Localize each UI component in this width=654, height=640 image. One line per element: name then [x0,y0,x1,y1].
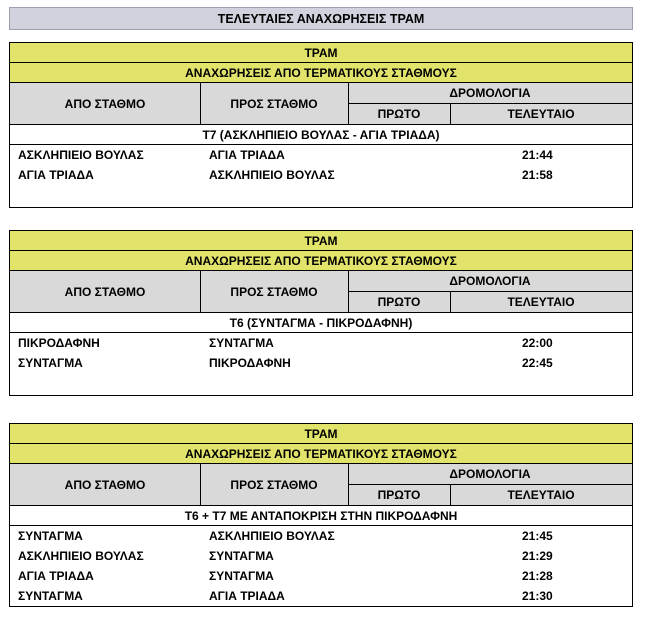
col-to: ΠΡΟΣ ΣΤΑΘΜΟ [200,271,349,312]
last-cell: 21:28 [522,569,553,583]
last-cell: 21:44 [522,148,553,162]
table-row [10,165,632,185]
column-headers [10,464,632,506]
table-row [10,145,632,165]
from-cell: ΣΥΝΤΑΓΜΑ [18,356,83,370]
from-cell: ΑΓΙΑ ΤΡΙΑΔΑ [18,168,94,182]
table-row [10,546,632,566]
table-header: ΤΡΑΜ [10,424,632,444]
schedule-table [9,230,633,396]
to-cell: ΣΥΝΤΑΓΜΑ [209,549,274,563]
col-first: ΠΡΩΤΟ [348,104,451,124]
to-cell: ΑΣΚΛΗΠΙΕΙΟ ΒΟΥΛΑΣ [209,168,335,182]
table-subheader: ΑΝΑΧΩΡΗΣΕΙΣ ΑΠΟ ΤΕΡΜΑΤΙΚΟΥΣ ΣΤΑΘΜΟΥΣ [10,444,632,464]
table-header: ΤΡΑΜ [10,231,632,251]
from-cell: ΣΥΝΤΑΓΜΑ [18,589,83,603]
col-from: ΑΠΟ ΣΤΑΘΜΟ [10,271,201,312]
to-cell: ΣΥΝΤΑΓΜΑ [209,569,274,583]
table-row [10,566,632,586]
col-to: ΠΡΟΣ ΣΤΑΘΜΟ [200,83,349,124]
table-row [10,333,632,353]
col-from: ΑΠΟ ΣΤΑΘΜΟ [10,464,201,505]
schedule-table [9,42,633,208]
last-cell: 21:30 [522,589,553,603]
last-cell: 22:45 [522,356,553,370]
from-cell: ΠΙΚΡΟΔΑΦΝΗ [18,336,100,350]
from-cell: ΑΓΙΑ ΤΡΙΑΔΑ [18,569,94,583]
col-last: ΤΕΛΕΥΤΑΙΟ [507,488,575,502]
from-cell: ΑΣΚΛΗΠΙΕΙΟ ΒΟΥΛΑΣ [18,549,144,563]
route-label: Τ6 + Τ7 ΜΕ ΑΝΤΑΠΟΚΡΙΣΗ ΣΤΗΝ ΠΙΚΡΟΔΑΦΝΗ [10,506,632,526]
col-first: ΠΡΩΤΟ [348,485,451,505]
to-cell: ΑΓΙΑ ΤΡΙΑΔΑ [209,589,285,603]
col-from: ΑΠΟ ΣΤΑΘΜΟ [10,83,201,124]
to-cell: ΑΣΚΛΗΠΙΕΙΟ ΒΟΥΛΑΣ [209,529,335,543]
to-cell: ΑΓΙΑ ΤΡΙΑΔΑ [209,148,285,162]
table-row [10,353,632,373]
col-to: ΠΡΟΣ ΣΤΑΘΜΟ [200,464,349,505]
table-row [10,526,632,546]
last-cell: 21:58 [522,168,553,182]
table-subheader: ΑΝΑΧΩΡΗΣΕΙΣ ΑΠΟ ΤΕΡΜΑΤΙΚΟΥΣ ΣΤΑΘΜΟΥΣ [10,251,632,271]
to-cell: ΣΥΝΤΑΓΜΑ [209,336,274,350]
route-label: Τ7 (ΑΣΚΛΗΠΙΕΙΟ ΒΟΥΛΑΣ - ΑΓΙΑ ΤΡΙΑΔΑ) [10,125,632,145]
last-cell: 21:45 [522,529,553,543]
column-headers [10,83,632,125]
col-routes: ΔΡΟΜΟΛΟΓΙΑ [348,464,632,485]
table-header: ΤΡΑΜ [10,43,632,63]
from-cell: ΣΥΝΤΑΓΜΑ [18,529,83,543]
from-cell: ΑΣΚΛΗΠΙΕΙΟ ΒΟΥΛΑΣ [18,148,144,162]
route-label: Τ6 (ΣΥΝΤΑΓΜΑ - ΠΙΚΡΟΔΑΦΝΗ) [10,313,632,333]
col-last: ΤΕΛΕΥΤΑΙΟ [507,295,575,309]
col-last: ΤΕΛΕΥΤΑΙΟ [507,107,575,121]
table-row [10,586,632,606]
col-first: ΠΡΩΤΟ [348,292,451,312]
col-routes: ΔΡΟΜΟΛΟΓΙΑ [348,271,632,292]
schedule-table [9,423,633,607]
table-subheader: ΑΝΑΧΩΡΗΣΕΙΣ ΑΠΟ ΤΕΡΜΑΤΙΚΟΥΣ ΣΤΑΘΜΟΥΣ [10,63,632,83]
column-headers [10,271,632,313]
to-cell: ΠΙΚΡΟΔΑΦΝΗ [209,356,291,370]
last-cell: 21:29 [522,549,553,563]
last-cell: 22:00 [522,336,553,350]
page-title: ΤΕΛΕΥΤΑΙΕΣ ΑΝΑΧΩΡΗΣΕΙΣ ΤΡΑΜ [9,7,633,30]
col-routes: ΔΡΟΜΟΛΟΓΙΑ [348,83,632,104]
